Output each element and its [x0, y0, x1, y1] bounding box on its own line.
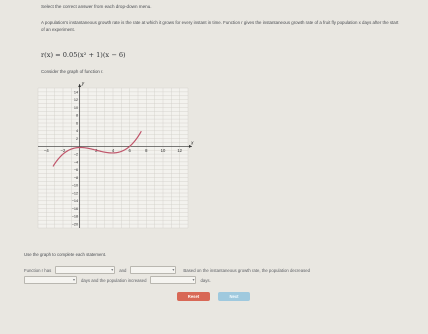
x-tick-label: 2 — [95, 147, 98, 153]
x-tick-label: −2 — [60, 147, 66, 153]
chevron-down-icon: ▾ — [72, 277, 75, 282]
y-tick-label: 12 — [73, 98, 79, 103]
y-tick-label: −6 — [73, 168, 79, 173]
y-tick-label: −18 — [71, 214, 79, 219]
y-axis-label: y — [81, 81, 85, 87]
use-graph-text: Use the graph to complete each statement. — [24, 252, 107, 257]
y-tick-label: 4 — [76, 129, 79, 134]
y-tick-label: 2 — [76, 136, 79, 141]
line1-suffix: Based on the instantaneous growth rate, the population decreased — [183, 267, 311, 273]
line1-and: and — [119, 267, 127, 273]
y-tick-label: −10 — [71, 183, 79, 188]
y-tick-label: 10 — [73, 105, 79, 110]
chevron-down-icon: ▾ — [111, 267, 114, 272]
x-tick-label: 6 — [128, 147, 131, 153]
y-tick-label: −14 — [71, 199, 79, 204]
formula: r(x) = 0.05(x² + 1)(x − 6) — [41, 51, 126, 59]
x-axis-label: x — [191, 140, 194, 147]
dropdown-4[interactable] — [150, 276, 196, 284]
dropdown-2[interactable] — [130, 266, 176, 274]
chevron-down-icon: ▾ — [172, 267, 175, 272]
x-tick-label: 4 — [111, 147, 115, 153]
statement-line-2 — [24, 276, 211, 284]
y-tick-label: 14 — [73, 90, 79, 95]
y-tick-label: 8 — [76, 113, 79, 118]
x-tick-label: 10 — [160, 147, 166, 153]
line2-suffix: days. — [200, 277, 211, 283]
problem-text: A population's instantaneous growth rate is the rate at which it grows for every instant in time. Function r gives the instantaneous growth rate of a fruit fly population x days after the start of an experiment. — [41, 20, 399, 33]
y-tick-label: −2 — [73, 152, 79, 157]
graph-grid — [38, 88, 188, 228]
y-tick-label: −20 — [71, 222, 79, 227]
function-graph — [30, 78, 200, 234]
y-tick-label: −12 — [71, 191, 79, 196]
chevron-down-icon: ▾ — [192, 277, 195, 282]
dropdown-3[interactable] — [24, 276, 77, 284]
y-tick-label: −8 — [73, 175, 79, 180]
line1-prefix: Function r has — [24, 267, 52, 273]
consider-text: Consider the graph of function r. — [41, 69, 104, 74]
y-tick-label: −16 — [71, 206, 79, 211]
instructions: Select the correct answer from each drop-down menu. — [41, 4, 152, 9]
x-tick-label: 8 — [145, 147, 148, 153]
statement-line-1 — [24, 266, 310, 274]
x-tick-label: −4 — [43, 147, 49, 153]
y-tick-label: 6 — [76, 121, 79, 126]
line2-middle: days and the population increased — [81, 277, 147, 283]
dropdown-1[interactable] — [55, 266, 115, 274]
reset-button[interactable]: Reset — [177, 292, 210, 301]
next-button[interactable]: Next — [218, 292, 250, 301]
x-tick-label: 12 — [177, 147, 183, 153]
y-tick-label: −4 — [73, 160, 79, 165]
